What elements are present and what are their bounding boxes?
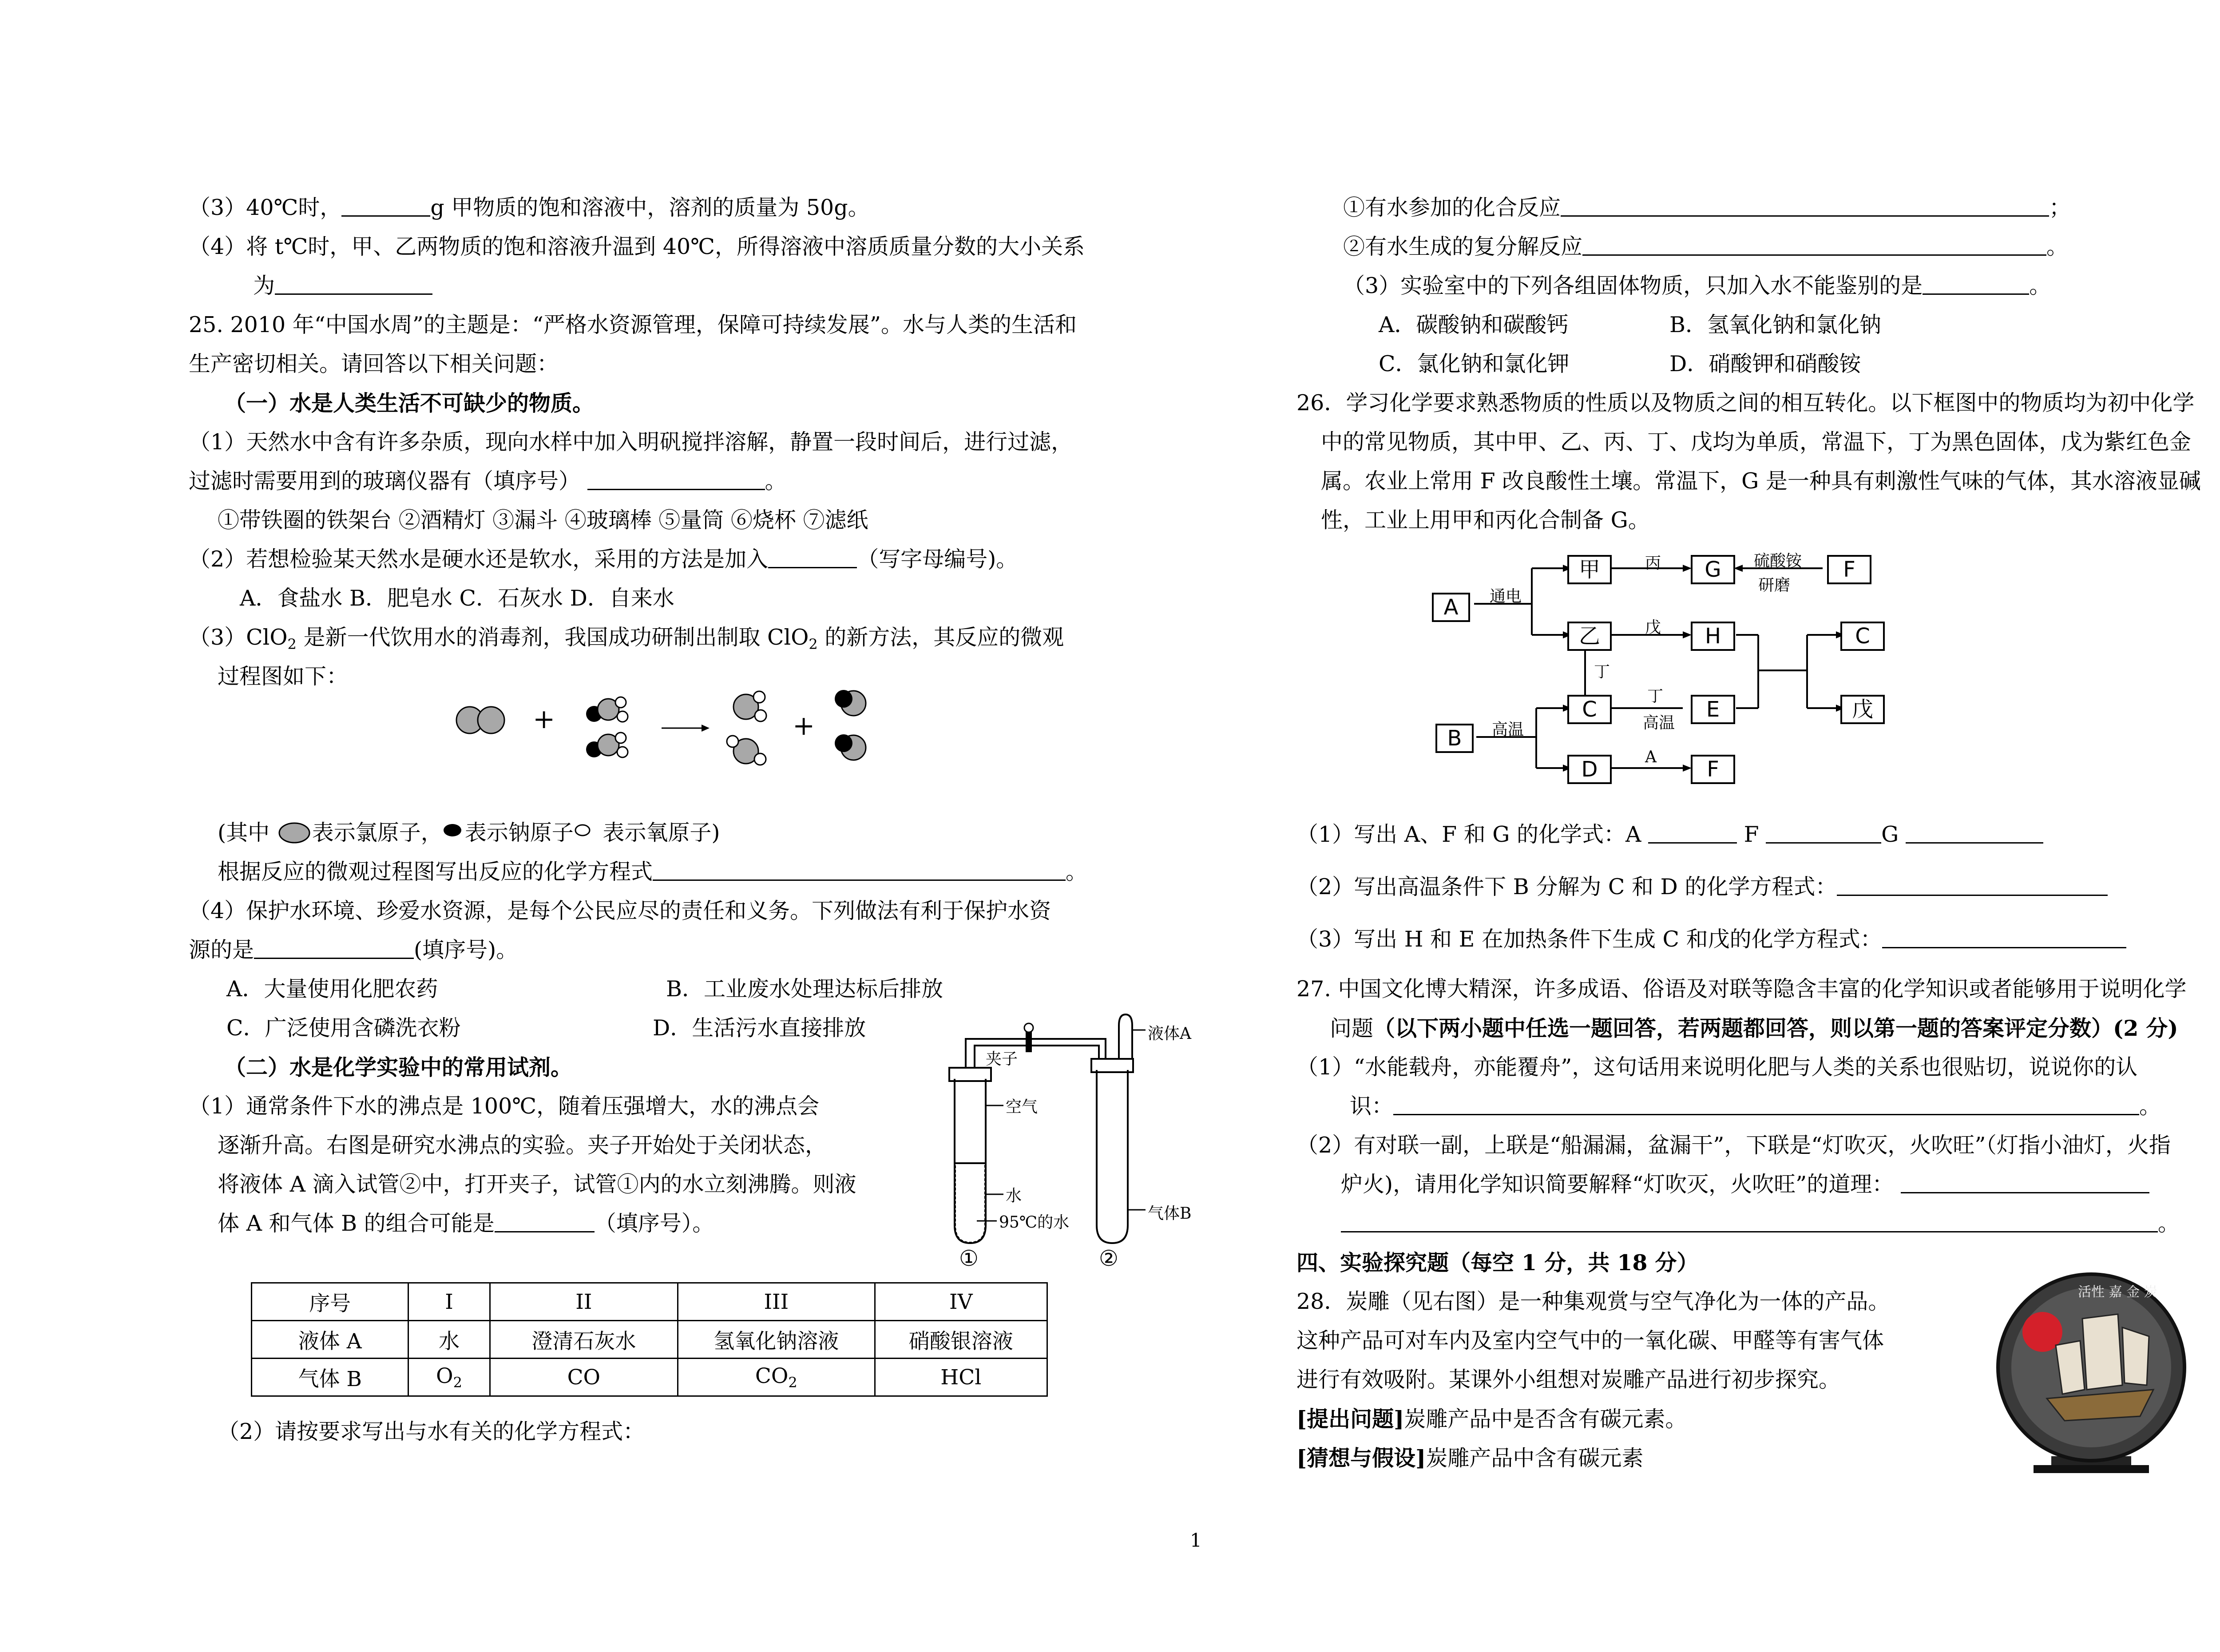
table-row: 液体 A 水 澄清石灰水 氢氧化钠溶液 硝酸银溶液 <box>252 1321 1047 1359</box>
answer-blank[interactable] <box>768 547 857 568</box>
r3-option-a: A．碳酸钠和碳酸钙 <box>1379 312 1569 337</box>
boiling-apparatus-figure <box>924 1012 1199 1279</box>
node-c: C <box>1567 695 1612 724</box>
reaction-micro-diagram <box>453 684 897 773</box>
p2-1d: 体 A 和气体 B 的组合可能是 （填序号）。 <box>218 1211 714 1236</box>
q27-2c: 。 <box>1341 1210 2180 1237</box>
answer-blank[interactable] <box>1648 822 1737 844</box>
table-row: 气体 B $O_2$ CO $CO_2$ HCl <box>252 1359 1047 1396</box>
part1-heading: （一）水是人类生活不可缺少的物质。 <box>224 390 595 416</box>
q25-title: 25. 2010 年“中国水周”的主题是：“严格水资源管理，保障可持续发展”。水与人类的生活和 <box>189 312 1077 337</box>
answer-blank[interactable] <box>495 1211 595 1232</box>
node-f-bottom: F <box>1691 755 1735 784</box>
oxygen-atom-icon <box>574 822 596 840</box>
q28e: [猜想与假设]炭雕产品中含有碳元素 <box>1296 1445 1644 1471</box>
label-ding-2: 丁 <box>1647 687 1664 705</box>
label-tongdian: 通电 <box>1490 587 1522 606</box>
answer-blank[interactable] <box>341 195 430 217</box>
answer-blank[interactable] <box>1901 1172 2149 1193</box>
q27-2: （2）有对联一副，上联是“船漏漏，盆漏干”，下联是“灯吹灭，火吹旺”（灯指小油灯，火指 <box>1296 1133 2171 1158</box>
label-a-arrow: A <box>1645 748 1657 766</box>
q24-3: （3）40℃时， g 甲物质的饱和溶液中，溶剂的质量为 50g。 <box>189 195 870 220</box>
carbon-carving-image <box>1976 1270 2207 1478</box>
p2-2: （2）请按要求写出与水有关的化学方程式： <box>218 1419 645 1444</box>
q28d: [提出问题]炭雕产品中是否含有碳元素。 <box>1296 1406 1687 1432</box>
answer-blank[interactable] <box>1561 195 2049 217</box>
q26c: 属。农业上常用 F 改良酸性土壤。常温下，G 是一种具有刺激性气味的气体，其水溶液显碱 <box>1321 468 2201 494</box>
p1-3e: 根据反应的微观过程图写出反应的化学方程式 。 <box>218 859 1088 884</box>
label-gaowen-1: 高温 <box>1492 721 1524 739</box>
plus-sign: + <box>533 704 555 735</box>
answer-blank[interactable] <box>1923 273 2029 295</box>
clo2-product-molecules <box>727 691 766 765</box>
gas-b-label: 气体B <box>1148 1204 1192 1223</box>
answer-blank[interactable] <box>587 468 765 490</box>
tube-2-label: ② <box>1099 1246 1118 1271</box>
q28b: 这种产品可对车内及室内空气中的一氧化碳、甲醛等有害气体 <box>1296 1328 1884 1353</box>
q24-4b: 为 <box>253 273 432 299</box>
p1-2: （2）若想检验某天然水是硬水还是软水，采用的方法是加入 （写字母编号)。 <box>189 547 1018 572</box>
air-label: 空气 <box>1006 1098 1038 1116</box>
answer-blank[interactable] <box>653 859 1066 881</box>
label-ding-1: 丁 <box>1594 663 1610 681</box>
p1-4-option-a: A．大量使用化肥农药 <box>226 976 438 1002</box>
sodium-atom-icon <box>443 822 465 840</box>
r3: （3）实验室中的下列各组固体物质，只加入水不能鉴别的是 。 <box>1343 273 2051 298</box>
q27-1b: 识： 。 <box>1350 1093 2161 1119</box>
clip-label: 夹子 <box>986 1050 1018 1068</box>
chlorine-atom-icon <box>277 821 312 844</box>
naclo2-molecules <box>586 697 628 757</box>
part2-heading: （二）水是化学实验中的常用试剂。 <box>224 1054 573 1080</box>
q26d: 性，工业上用甲和丙化合制备 G。 <box>1321 507 1650 533</box>
r3-option-d: D．硝酸钾和硝酸铵 <box>1669 351 1861 376</box>
answer-blank[interactable] <box>1906 822 2043 844</box>
answer-blank[interactable] <box>1341 1211 2158 1232</box>
p2-1b: 逐渐升高。右图是研究水沸点的实验。夹子开始处于关闭状态， <box>218 1133 827 1158</box>
r3-option-c: C．氯化钠和氯化钾 <box>1379 351 1570 376</box>
table-row: 序号 I II III IV <box>252 1283 1047 1321</box>
answer-blank[interactable] <box>254 937 414 959</box>
q26-2: （2）写出高温条件下 B 分解为 C 和 D 的化学方程式： <box>1296 874 2108 900</box>
q25-title2: 生产密切相关。请回答以下相关问题： <box>189 351 559 376</box>
node-wu: 戊 <box>1840 695 1885 724</box>
water-level <box>955 1163 985 1242</box>
reaction-arrow <box>662 725 710 732</box>
r3-option-b: B．氢氧化钠和氯化钠 <box>1669 312 1882 337</box>
label-bing: 丙 <box>1645 554 1661 572</box>
label-wu: 戊 <box>1645 618 1661 637</box>
label-liusuan: 硫酸铵 <box>1754 552 1802 570</box>
p1-2-options: A．食盐水 B．肥皂水 C．石灰水 D．自来水 <box>240 586 674 611</box>
p1-3: （3）ClO$_2$ 是新一代饮用水的消毒剂，我国成功研制出制取 ClO$_2$ 的新方法，其反应的微观 <box>189 625 1064 653</box>
q26-3: （3）写出 H 和 E 在加热条件下生成 C 和戊的化学方程式： <box>1296 926 2126 953</box>
answer-blank[interactable] <box>275 273 432 295</box>
p1-4-option-d: D．生活污水直接排放 <box>653 1015 866 1041</box>
q27-1: （1）“水能载舟，亦能覆舟”，这句话用来说明化肥与人类的关系也很贴切，说说你的认 <box>1296 1054 2138 1080</box>
p1-4-option-c: C．广泛使用含磷洗衣粉 <box>226 1015 461 1041</box>
q26-1: （1）写出 A、F 和 G 的化学式：A F G <box>1296 821 2043 848</box>
q26a: 26．学习化学要求熟悉物质的性质以及物质之间的相互转化。以下框图中的物质均为初中化学 <box>1296 390 2195 416</box>
tube-1-label: ① <box>959 1246 979 1271</box>
answer-blank[interactable] <box>1393 1093 2139 1115</box>
p2-1c: 将液体 A 滴入试管②中，打开夹子，试管①内的水立刻沸腾。则液 <box>218 1172 856 1197</box>
q28c: 进行有效吸附。某课外小组想对炭雕产品进行初步探究。 <box>1296 1367 1841 1392</box>
section-4-heading: 四、实验探究题（每空 1 分，共 18 分） <box>1296 1250 1699 1276</box>
node-f-top: F <box>1827 555 1871 584</box>
test-tube-2 <box>1097 1070 1128 1243</box>
answer-blank[interactable] <box>1882 927 2126 948</box>
label-yanmo: 研磨 <box>1758 576 1791 594</box>
q26b: 中的常见物质，其中甲、乙、丙、丁、戊均为单质，常温下，丁为黑色固体，戊为紫红色金 <box>1321 429 2192 455</box>
p2-1: （1）通常条件下水的沸点是 100℃，随着压强增大，水的沸点会 <box>189 1093 820 1119</box>
q27a: 27. 中国文化博大精深，许多成语、俗语及对联等隐含丰富的化学知识或者能够用于说明化学 <box>1296 976 2187 1002</box>
water-label: 水 <box>1006 1187 1022 1205</box>
answer-blank[interactable] <box>1766 822 1881 844</box>
q27b: 问题（以下两小题中任选一题回答，若两题都回答，则以第一题的答案评定分数）(2 分) <box>1330 1015 2178 1041</box>
node-g: G <box>1691 555 1735 584</box>
node-c-right: C <box>1840 622 1885 651</box>
answer-blank[interactable] <box>1582 234 2046 256</box>
p1-1-options: ①带铁圈的铁架台 ②酒精灯 ③漏斗 ④玻璃棒 ⑤量筒 ⑥烧杯 ⑦滤纸 <box>218 507 868 533</box>
page-number: 1 <box>1190 1529 1202 1551</box>
stopper-1 <box>949 1068 991 1081</box>
node-b: B <box>1435 724 1474 753</box>
node-e: E <box>1691 695 1735 724</box>
water95-label: 95℃的水 <box>999 1213 1070 1232</box>
q24-4: （4）将 t℃时，甲、乙两物质的饱和溶液升温到 40℃，所得溶液中溶质质量分数的大小关系 <box>189 234 1085 259</box>
clo2-reactant-molecule <box>456 707 504 733</box>
nacl-product-molecules <box>835 690 866 760</box>
r1: ①有水参加的化合反应 ； <box>1343 195 2071 220</box>
p1-1: （1）天然水中含有许多杂质，现向水样中加入明矾搅拌溶解，静置一段时间后，进行过滤， <box>189 429 1073 455</box>
p1-3d: 过程图如下： <box>218 664 349 689</box>
plus-sign: + <box>793 710 815 741</box>
label-gaowen-2: 高温 <box>1643 714 1675 732</box>
p1-1b: 过滤时需要用到的玻璃仪器有（填序号） 。 <box>189 468 787 494</box>
p1-4: （4）保护水环境、珍爱水资源，是每个公民应尽的责任和义务。下列做法有利于保护水资 <box>189 898 1051 923</box>
q28a: 28．炭雕（见右图）是一种集观赏与空气净化为一体的产品。 <box>1296 1289 1890 1314</box>
p1-4b: 源的是 (填序号)。 <box>189 937 518 963</box>
node-yi: 乙 <box>1567 622 1612 651</box>
node-h: H <box>1691 622 1735 651</box>
answer-blank[interactable] <box>1837 874 2108 896</box>
liquid-a-label: 液体A <box>1148 1025 1191 1043</box>
node-jia: 甲 <box>1567 555 1612 584</box>
r2: ②有水生成的复分解反应 。 <box>1343 234 2069 259</box>
atom-legend: (其中 表示氯原子， 表示钠原子 表示氧原子) <box>218 820 720 845</box>
clip-icon <box>1024 1023 1033 1052</box>
q27-2b: 炉火)，请用化学知识简要解释“灯吹灭，火吹旺”的道理： <box>1341 1171 2149 1198</box>
stopper-2 <box>1091 1059 1133 1072</box>
node-a: A <box>1432 593 1470 622</box>
plate-text: 活性 嘉 金 炭 <box>2078 1284 2157 1300</box>
p1-4-option-b: B．工业废水处理达标后排放 <box>666 976 944 1002</box>
liquid-gas-table <box>251 1282 1048 1397</box>
node-d: D <box>1567 755 1612 784</box>
